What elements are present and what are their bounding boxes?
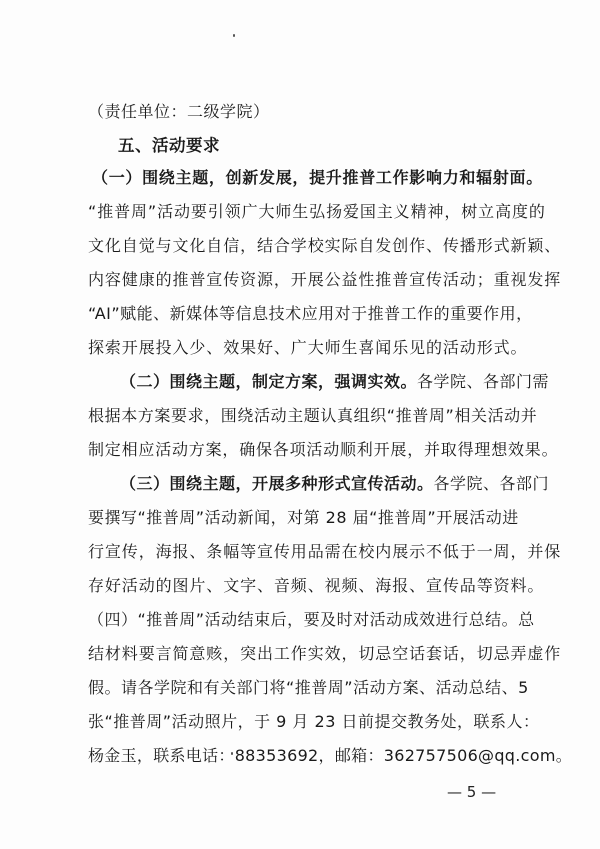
page-number: — 5 — (447, 783, 497, 801)
item3-first-rest: 各学院、各部门 (433, 474, 550, 493)
item3-title: （三）围绕主题，开展多种形式宣传活动。 (120, 474, 434, 493)
scan-speck (233, 34, 235, 37)
item2-line: 根据本方案要求，围绕活动主题认真组织“推普周”相关活动并 (88, 406, 538, 425)
item3-first-line (120, 474, 549, 494)
item4-line: 假。请各学院和有关部门将“推普周”活动方案、活动总结、5 (88, 678, 529, 697)
item1-line: “AI”赋能、新媒体等信息技术应用对于推普工作的重要作用， (88, 304, 533, 323)
item1-line: 内容健康的推普宣传资源，开展公益性推普宣传活动；重视发挥 (88, 270, 562, 289)
item2-line: 制定相应活动方案，确保各项活动顺利开展，并取得理想效果。 (88, 440, 559, 459)
item1-line: “推普周”活动要引领广大师生弘扬爱国主义精神，树立高度的 (88, 202, 546, 221)
item1-title: （一）围绕主题，创新发展，提升推普工作影响力和辐射面。 (92, 168, 543, 187)
item3-line: 要撰写“推普周”活动新闻，对第 28 届“推普周”开展活动进 (88, 508, 519, 527)
item1-line: 探索开展投入少、效果好、广大师生喜闻乐见的活动形式。 (88, 338, 528, 357)
item3-line: 存好活动的图片、文字、音频、视频、海报、宣传品等资料。 (88, 576, 545, 595)
item4-line: 张“推普周”活动照片，于 9 月 23 日前提交教务处，联系人： (88, 712, 540, 731)
responsible-unit: （责任单位：二级学院） (88, 102, 270, 121)
item3-line: 行宣传，海报、条幅等宣传用品需在校内展示不低于一周，并保 (88, 542, 562, 561)
item1-line: 文化自觉与文化自信，结合学校实际自发创作、传播形式新颖、 (88, 236, 562, 255)
item2-first-rest: 各学院、各部门需 (417, 372, 550, 391)
section-heading: 五、活动要求 (118, 136, 220, 155)
item4-line: 结材料要言简意赅，突出工作实效，切忌空话套话，切忌弄虚作 (88, 644, 562, 663)
item4-line: 杨金玉，联系电话：88353692，邮箱：362757506@qq.com。 (88, 746, 573, 765)
item2-title: （二）围绕主题，制定方案，强调实效。 (120, 372, 418, 391)
item2-first-line (120, 372, 549, 392)
item4-first-line: （四）“推普周”活动结束后，要及时对活动成效进行总结。总 (88, 610, 535, 629)
